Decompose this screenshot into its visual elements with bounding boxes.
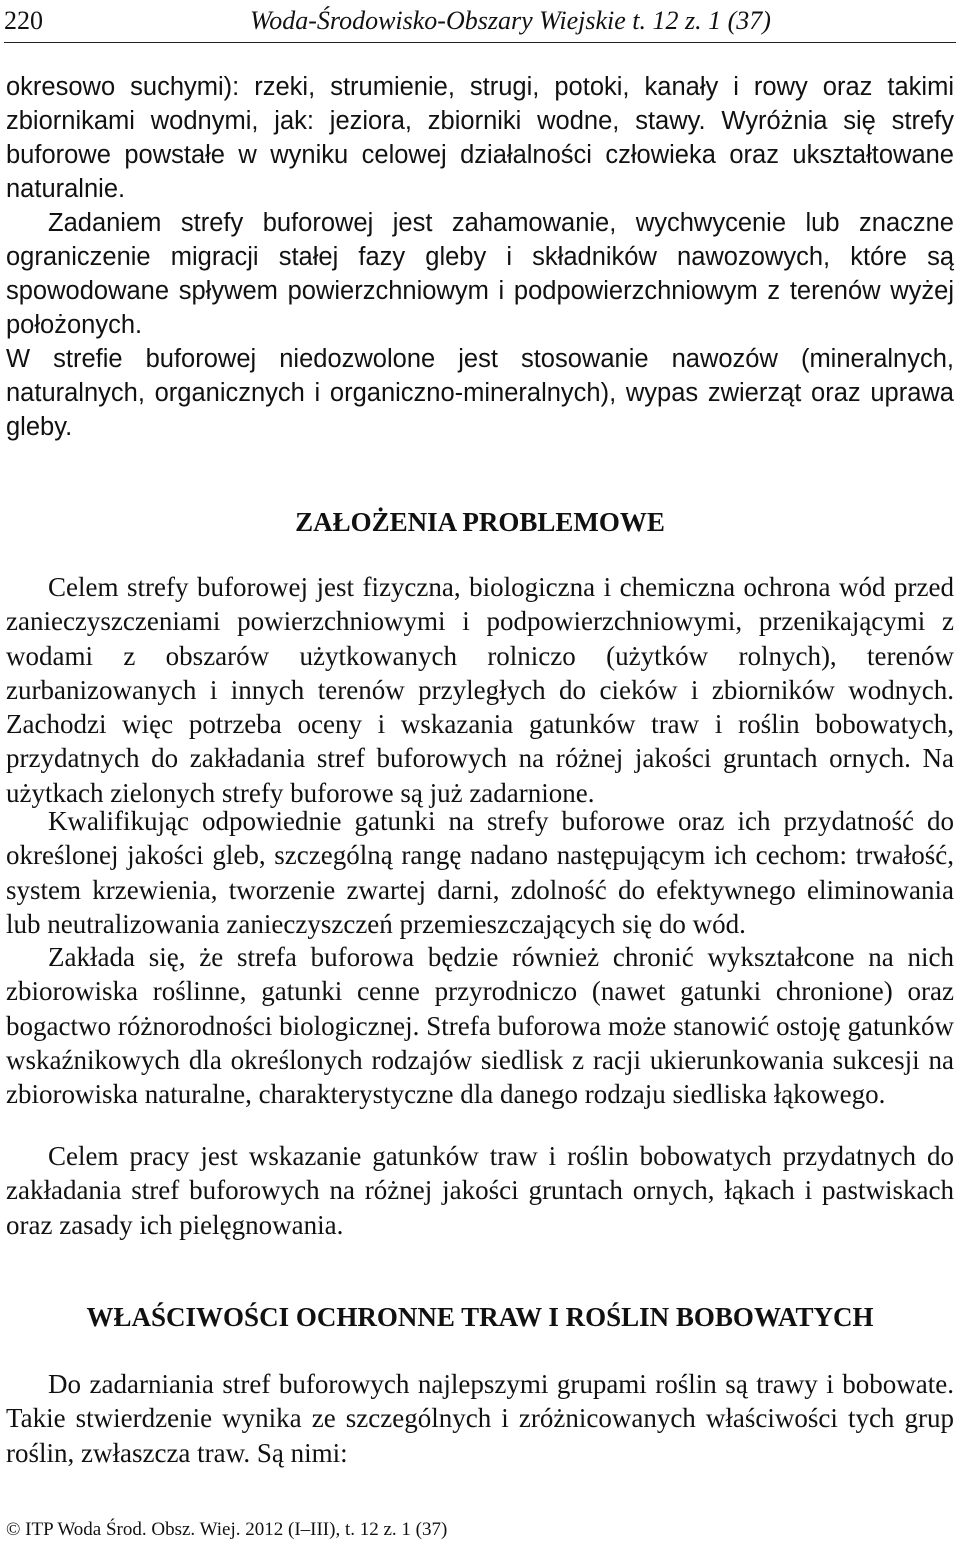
section-heading-protective-properties: WŁAŚCIWOŚCI OCHRONNE TRAW I ROŚLIN BOBOWATYCH bbox=[86, 1302, 874, 1332]
paragraph-biodiversity: Zakłada się, że strefa buforowa będzie również chronić wykształcone na nich zbiorowiska roślinne, gatunki cenne przyrodniczo (nawet gatunki chronione) oraz bogactwo różnorodności biologicznej. Strefa buforowa może stanowić ostoję gatunków wskaźnikowych dla określonych rodzajów siedlisk z racji ukierunkowania sukcesji na zbiorowiska naturalne, charakterystyczne dla danego rodzaju siedliska łąkowego. bbox=[6, 942, 954, 1110]
paragraph-buffer-goal: Celem strefy buforowej jest fizyczna, biologiczna i chemiczna ochrona wód przed zanieczyszczeniami powierzchniowymi i podpowierzchniowymi, przenikającymi z wodami z obszarów użytkowanych rolniczo (użytków rolnych), terenów zurbanizowanych i innych terenów przyległych do cieków i zbiorników wodnych. Zachodzi więc potrzeba oceny i wskazania gatunków traw i roślin bobowatych, przydatnych do zakładania stref buforowych na różnej jakości gruntach ornych. Na użytkach zielonych strefy buforowe są już zadarnione. bbox=[6, 572, 954, 808]
page-footer-copyright: © ITP Woda Środ. Obsz. Wiej. 2012 (I–III), t. 12 z. 1 (37) bbox=[6, 1519, 448, 1540]
journal-title: Woda-Środowisko-Obszary Wiejskie t. 12 z. 1 (37) bbox=[250, 6, 771, 35]
page-header bbox=[4, 4, 956, 43]
paragraph-buffer-purpose: Zadaniem strefy buforowej jest zahamowanie, wychwycenie lub znaczne ograniczenie migracji stałej fazy gleby i składników nawozowych, które są spowodowane spływem powierzchniowym i podpowierzchniowym z terenów wyżej położonych. bbox=[6, 209, 954, 339]
paragraph-buffer-restrictions: W strefie buforowej niedozwolone jest stosowanie nawozów (mineralnych, naturalnych, organicznych i organiczno-mineralnych), wypas zwierząt oraz uprawa gleby. bbox=[6, 345, 954, 441]
paragraph-species-qualification: Kwalifikując odpowiednie gatunki na strefy buforowe oraz ich przydatność do określonej jakości gleb, szczególną rangę nadano następującym ich cechom: trwałość, system krzewienia, tworzenie zwartej darni, zdolność do efektywnego eliminowania lub neutralizowania zanieczyszczeń przemieszczających się do wód. bbox=[6, 806, 954, 939]
section-heading-assumptions: ZAŁOŻENIA PROBLEMOWE bbox=[295, 507, 665, 537]
page-number: 220 bbox=[4, 6, 43, 35]
paragraph-work-aim: Celem pracy jest wskazanie gatunków traw i roślin bobowatych przydatnych do zakładania stref buforowych na różnej jakości gruntach ornych, łąkach i pastwiskach oraz zasady ich pielęgnowania. bbox=[6, 1141, 954, 1240]
paragraph-continuation: okresowo suchymi): rzeki, strumienie, strugi, potoki, kanały i rowy oraz takimi zbiornikami wodnymi, jak: jeziora, zbiorniki wodne, stawy. Wyróżnia się strefy buforowe powstałe w wyniku celowej działalności człowieka oraz ukształtowane naturalnie. bbox=[6, 73, 954, 203]
paragraph-grasses-legumes: Do zadarniania stref buforowych najlepszymi grupami roślin są trawy i bobowate. Takie stwierdzenie wynika ze szczególnych i zróżnicowanych właściwości tych grup roślin, zwłaszcza traw. Są nimi: bbox=[6, 1369, 954, 1468]
